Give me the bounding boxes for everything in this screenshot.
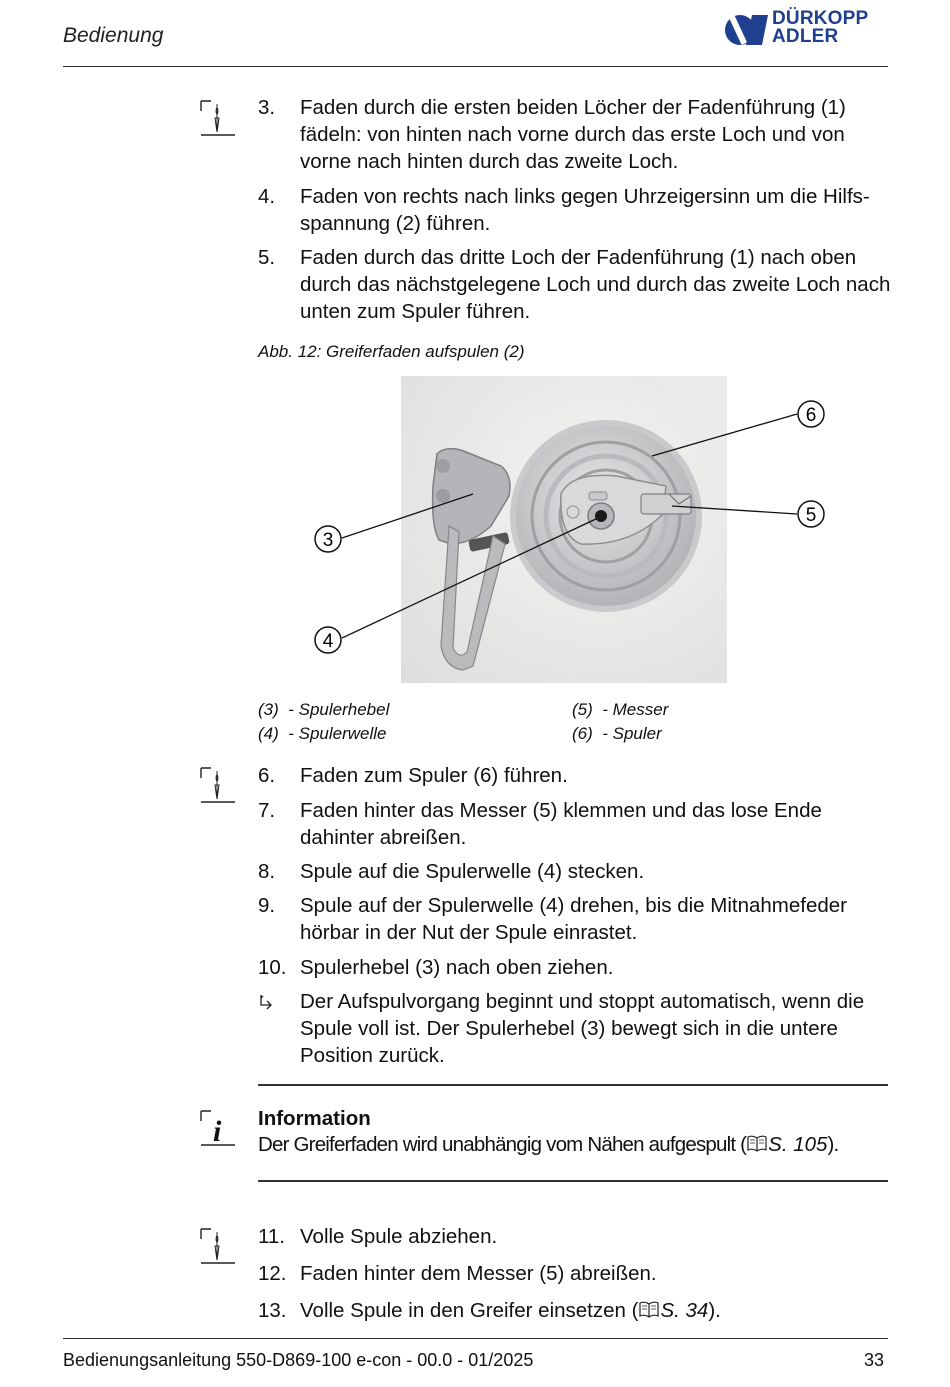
step-text: Spulerhebel (3) nach oben ziehen.: [300, 956, 614, 979]
step-text: Faden durch das dritte Loch der Fadenführung (1) nach oben durch das nächstgelegene Loch und durch das zweite Loch nach unten zum Spuler führen.: [300, 246, 891, 323]
figure-caption: Abb. 12: Greiferfaden aufspulen (2): [258, 342, 525, 361]
step-item: [258, 892, 898, 947]
duerkopp-adler-logo: [722, 6, 892, 52]
step-text: Faden hinter das Messer (5) klemmen und das lose Ende dahinter abreißen.: [300, 799, 822, 849]
callout-badge-3: [315, 526, 341, 552]
logo-text-line1: DÜRKOPP: [772, 8, 869, 29]
step-number: 10.: [258, 956, 287, 979]
step-number: 4.: [258, 185, 276, 208]
step-text: Spule auf der Spulerwelle (4) drehen, bis die Mitnahmefeder hörbar in der Nut der Spule einrastet.: [300, 894, 847, 944]
needle-action-icon: [200, 767, 236, 803]
step-text: Volle Spule abziehen.: [300, 1225, 498, 1248]
legend-item: (5) - Messer: [572, 700, 669, 719]
step-number: 6.: [258, 764, 276, 787]
callout-line-6: [652, 414, 797, 456]
step-text: Spule auf die Spulerwelle (4) stecken.: [300, 860, 645, 883]
needle-action-icon: [200, 100, 236, 136]
callout-badge-6: [798, 401, 824, 427]
page-reference-link[interactable]: S. 105: [768, 1133, 828, 1156]
information-icon: [200, 1110, 236, 1146]
result-text: Der Aufspulvorgang beginnt und stoppt automatisch, wenn die Spule voll ist. Der Spulerhebel (3) bewegt sich in die untere Position zurück.: [300, 990, 865, 1067]
footer-document-id: Bedienungsanleitung 550-D869-100 e-con - 00.0 - 01/2025: [63, 1350, 534, 1370]
page-reference-link[interactable]: S. 34: [660, 1299, 709, 1322]
info-top-rule: [258, 1084, 888, 1086]
callout-line-5: [672, 506, 797, 514]
step-number: 13.: [258, 1299, 287, 1322]
svg-text:6: 6: [805, 405, 817, 426]
footer-rule: [63, 1338, 888, 1339]
info-title: Information: [258, 1107, 371, 1130]
svg-text:3: 3: [322, 530, 334, 551]
callout-overlay: [300, 396, 840, 666]
svg-text:4: 4: [322, 631, 334, 652]
legend-item: (3) - Spulerhebel: [258, 700, 390, 719]
step-item: [258, 1260, 898, 1288]
step-item: [258, 762, 898, 790]
callout-badge-4: [315, 627, 341, 653]
legend-item: (6) - Spuler: [572, 724, 662, 743]
page-number: 33: [864, 1350, 885, 1370]
step-text: Faden hinter dem Messer (5) abreißen.: [300, 1262, 657, 1285]
step-text: Volle Spule in den Greifer einsetzen ( S. 34).: [300, 1299, 721, 1322]
step-number: 8.: [258, 860, 276, 883]
step-text: Faden zum Spuler (6) führen.: [300, 764, 568, 787]
needle-action-icon: [200, 1228, 236, 1264]
callout-line-4: [342, 518, 598, 638]
logo-text-line2: ADLER: [772, 26, 839, 47]
step-number: 11.: [258, 1225, 285, 1248]
step-text: Faden von rechts nach links gegen Uhrzeigersinn um die Hilfsspannung (2) führen.: [300, 185, 870, 235]
result-item: [258, 988, 898, 1070]
callout-badge-5: [798, 501, 824, 527]
step-item: [258, 183, 898, 238]
step-item: [258, 1297, 898, 1325]
step-number: 3.: [258, 96, 276, 119]
step-item: [258, 1223, 898, 1251]
step-number: 7.: [258, 799, 276, 822]
step-text: Faden durch die ersten beiden Löcher der Fadenführung (1) fädeln: von hinten nach vorne durch das erste Loch und von vorne nach hinten durch das zweite Loch.: [300, 96, 846, 173]
step-item: [258, 244, 898, 326]
result-arrow-icon: [258, 993, 276, 1011]
callout-line-3: [342, 494, 473, 538]
header-rule: [63, 66, 888, 67]
step-number: 12.: [258, 1262, 287, 1285]
header-section-title: Bedienung: [63, 24, 164, 47]
step-number: 9.: [258, 894, 276, 917]
step-item: [258, 94, 898, 176]
legend-item: (4) - Spulerwelle: [258, 724, 387, 743]
step-item: [258, 858, 898, 886]
step-number: 5.: [258, 246, 276, 269]
logo-mark-icon: [722, 6, 770, 52]
info-text: Der Greiferfaden wird unabhängig vom Nähen aufgespult ( S. 105).: [258, 1133, 839, 1156]
step-item: [258, 797, 898, 852]
book-reference-icon: [638, 1301, 660, 1319]
step-item: [258, 954, 898, 982]
book-reference-icon: [746, 1135, 768, 1153]
info-bottom-rule: [258, 1180, 888, 1182]
svg-text:5: 5: [805, 505, 817, 526]
svg-text:i: i: [213, 1115, 222, 1146]
